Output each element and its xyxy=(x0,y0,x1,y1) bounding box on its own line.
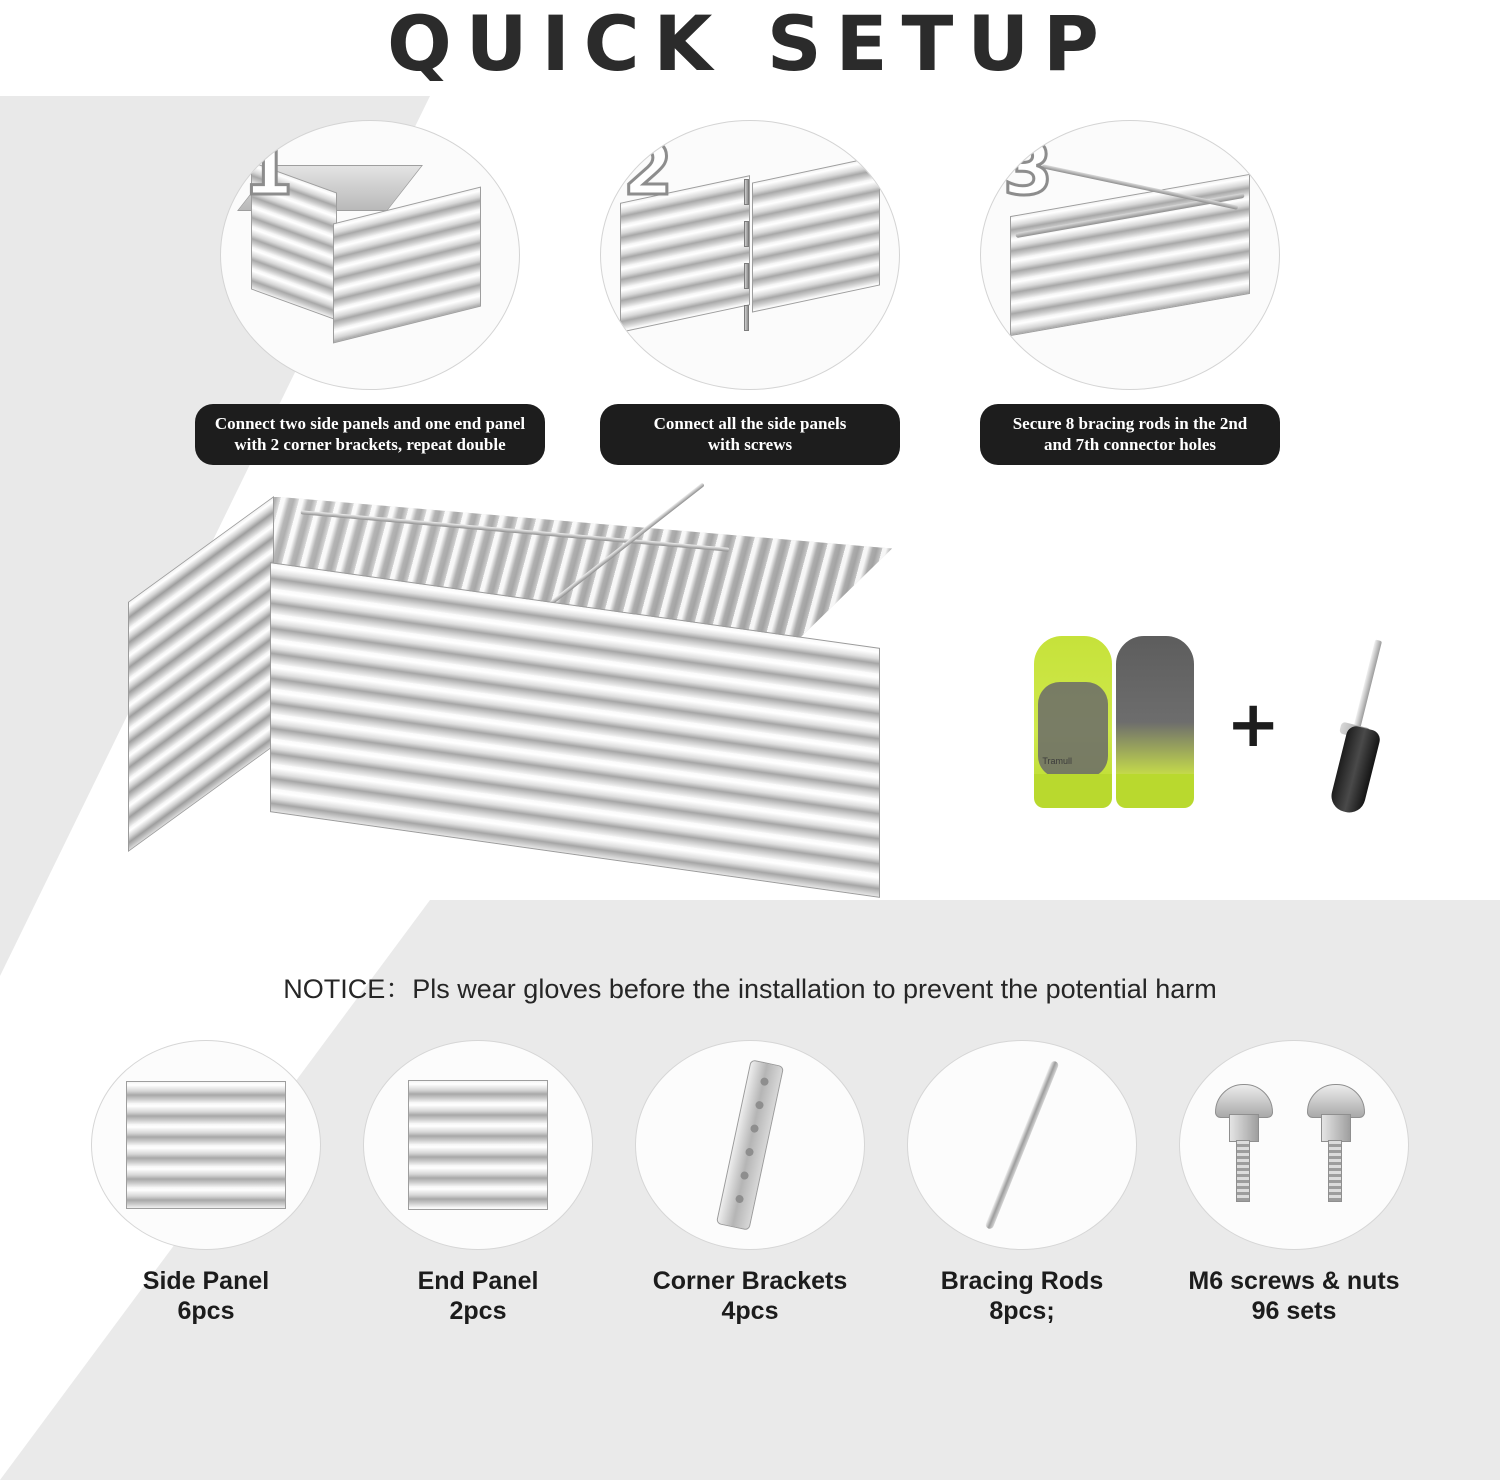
part-item xyxy=(625,1040,875,1326)
part-label: Side Panel xyxy=(142,1266,270,1295)
part-label: End Panel xyxy=(417,1266,539,1295)
wing-screw-nut-icon xyxy=(1199,1080,1389,1210)
screw-icon xyxy=(744,221,749,247)
part-quantity: 96 sets xyxy=(1251,1296,1337,1325)
part-image-side-panel xyxy=(91,1040,321,1250)
screwdriver-shaft xyxy=(1353,639,1382,730)
glove-brand-label: Tramull xyxy=(1042,755,1073,766)
setup-step xyxy=(200,120,540,465)
step-caption-line: Secure 8 bracing rods in the 2nd xyxy=(1012,414,1248,433)
step-caption-line: with screws xyxy=(707,435,793,455)
wing-nut-left xyxy=(1207,1084,1281,1204)
screwdriver-handle xyxy=(1328,724,1382,816)
part-quantity: 8pcs; xyxy=(989,1296,1055,1325)
part-item xyxy=(897,1040,1147,1326)
screw-icon xyxy=(744,263,749,289)
notice-text: NOTICE：Pls wear gloves before the installation to prevent the potential harm xyxy=(283,973,1217,1004)
side-panel-shape xyxy=(752,155,880,312)
hero-section xyxy=(0,487,1500,957)
part-item xyxy=(81,1040,331,1326)
part-quantity: 6pcs xyxy=(177,1296,235,1325)
step-caption-3 xyxy=(980,404,1280,465)
part-label: Corner Brackets xyxy=(652,1266,848,1295)
wing-nut-right xyxy=(1299,1084,1373,1204)
wing-nut-body xyxy=(1229,1114,1259,1142)
step-number: 3 xyxy=(1003,127,1054,211)
tools-group xyxy=(1034,635,1404,815)
part-item xyxy=(353,1040,603,1326)
glove-cuff xyxy=(1116,774,1194,808)
step-illustration-3 xyxy=(980,120,1280,390)
screw-icon xyxy=(744,305,749,331)
wing-nut-head xyxy=(1307,1084,1365,1118)
page-title-bar xyxy=(0,0,1500,88)
end-panel-icon xyxy=(408,1080,548,1210)
setup-steps xyxy=(0,120,1500,465)
parts-list xyxy=(0,1040,1500,1326)
setup-step xyxy=(960,120,1300,465)
part-item xyxy=(1169,1040,1419,1326)
part-quantity: 2pcs xyxy=(449,1296,507,1325)
step-caption-line: and 7th connector holes xyxy=(1043,435,1217,455)
part-quantity: 4pcs xyxy=(721,1296,779,1325)
step-number: 2 xyxy=(623,127,674,211)
part-image-screws xyxy=(1179,1040,1409,1250)
step-caption-1 xyxy=(195,404,545,465)
glove-left xyxy=(1034,636,1112,808)
step-caption-2 xyxy=(600,404,900,465)
page-title: QUICK SETUP xyxy=(387,0,1113,88)
glove-cuff xyxy=(1034,774,1112,808)
protective-gloves-icon xyxy=(1034,636,1202,814)
plus-sign: + xyxy=(1226,687,1280,762)
bed-end-panel xyxy=(128,495,274,851)
step-caption-line: with 2 corner brackets, repeat double xyxy=(234,435,506,455)
screw-icon xyxy=(744,179,749,205)
bracing-rod-icon xyxy=(985,1060,1060,1230)
screwdriver-icon xyxy=(1304,635,1404,815)
screw-shaft xyxy=(1328,1140,1342,1202)
part-image-corner-bracket xyxy=(635,1040,865,1250)
step-caption-line: Connect two side panels and one end panel xyxy=(214,414,526,433)
step-illustration-2 xyxy=(600,120,900,390)
setup-step xyxy=(580,120,920,465)
step-number: 1 xyxy=(243,127,294,211)
step-caption-line: Connect all the side panels xyxy=(653,414,847,433)
screw-shaft xyxy=(1236,1140,1250,1202)
glove-right xyxy=(1116,636,1194,808)
assembled-garden-bed-image xyxy=(120,487,940,927)
part-image-bracing-rod xyxy=(907,1040,1137,1250)
part-image-end-panel xyxy=(363,1040,593,1250)
part-label: Bracing Rods xyxy=(940,1266,1104,1295)
wing-nut-head xyxy=(1215,1084,1273,1118)
corner-bracket-icon xyxy=(716,1059,784,1230)
wing-nut-body xyxy=(1321,1114,1351,1142)
step-illustration-1 xyxy=(220,120,520,390)
part-label: M6 screws & nuts xyxy=(1188,1266,1400,1295)
side-panel-icon xyxy=(126,1081,286,1209)
